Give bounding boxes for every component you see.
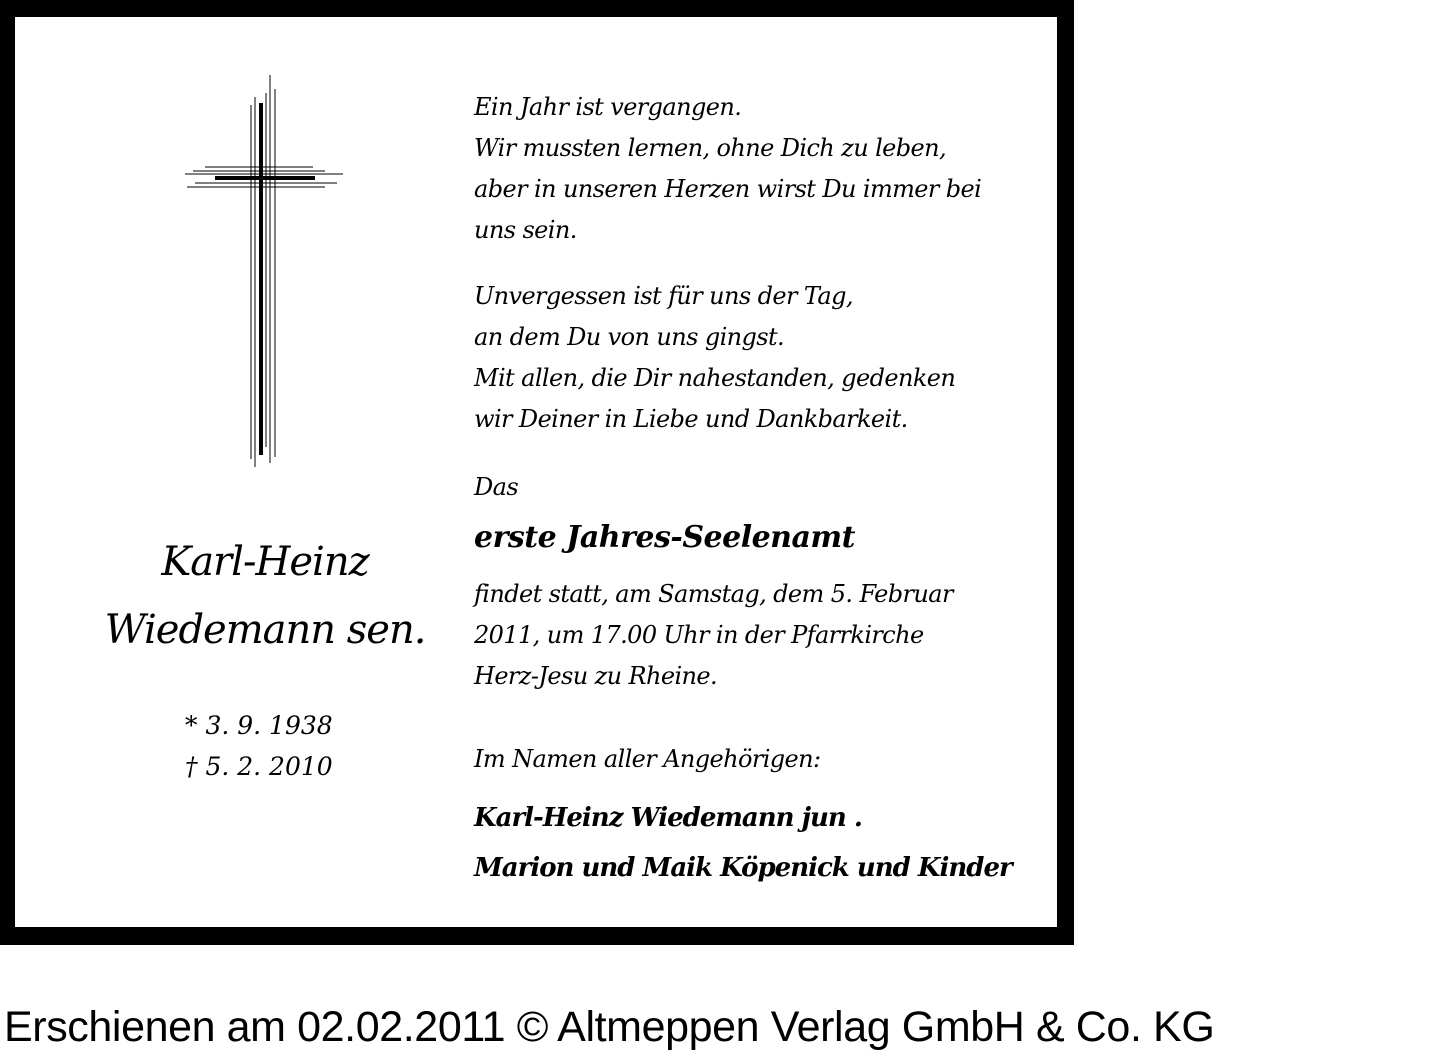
event-detail-line: findet statt, am Samstag, dem 5. Februar — [474, 580, 953, 608]
event-detail-line: Herz-Jesu zu Rheine. — [474, 662, 718, 690]
event-intro: Das — [474, 473, 519, 501]
event-details — [474, 574, 1014, 697]
signature-line: Marion und Maik Köpenick und Kinder — [474, 853, 1012, 883]
deceased-last-name: Wiedemann sen. — [104, 607, 426, 653]
verse-line: uns sein. — [474, 216, 577, 244]
event-title: erste Jahres-Seelenamt — [474, 520, 856, 555]
verse-line: Wir mussten lernen, ohne Dich zu leben, — [474, 134, 947, 162]
verse-line: Mit allen, die Dir nahestanden, gedenken — [474, 364, 956, 392]
life-dates — [185, 705, 333, 787]
birth-date: * 3. 9. 1938 — [185, 711, 333, 740]
verse-line: an dem Du von uns gingst. — [474, 323, 785, 351]
verse-line: wir Deiner in Liebe und Dankbarkeit. — [474, 405, 908, 433]
closing-line: Im Namen aller Angehörigen: — [474, 745, 821, 773]
verse-one — [474, 87, 1014, 251]
verse-line: aber in unseren Herzen wirst Du immer bei — [474, 175, 982, 203]
notice-paper — [15, 17, 1057, 927]
verse-two — [474, 276, 1014, 440]
deceased-first-name: Karl-Heinz — [161, 539, 369, 585]
event-detail-line: 2011, um 17.00 Uhr in der Pfarrkirche — [474, 621, 924, 649]
signature-line: Karl-Heinz Wiedemann jun . — [474, 803, 862, 833]
verse-line: Ein Jahr ist vergangen. — [474, 93, 742, 121]
death-date: † 5. 2. 2010 — [185, 752, 333, 781]
cross-icon — [175, 75, 355, 480]
verse-line: Unvergessen ist für uns der Tag, — [474, 282, 853, 310]
publication-footer: Erschienen am 02.02.2011 © Altmeppen Verlag GmbH & Co. KG — [4, 1003, 1215, 1051]
